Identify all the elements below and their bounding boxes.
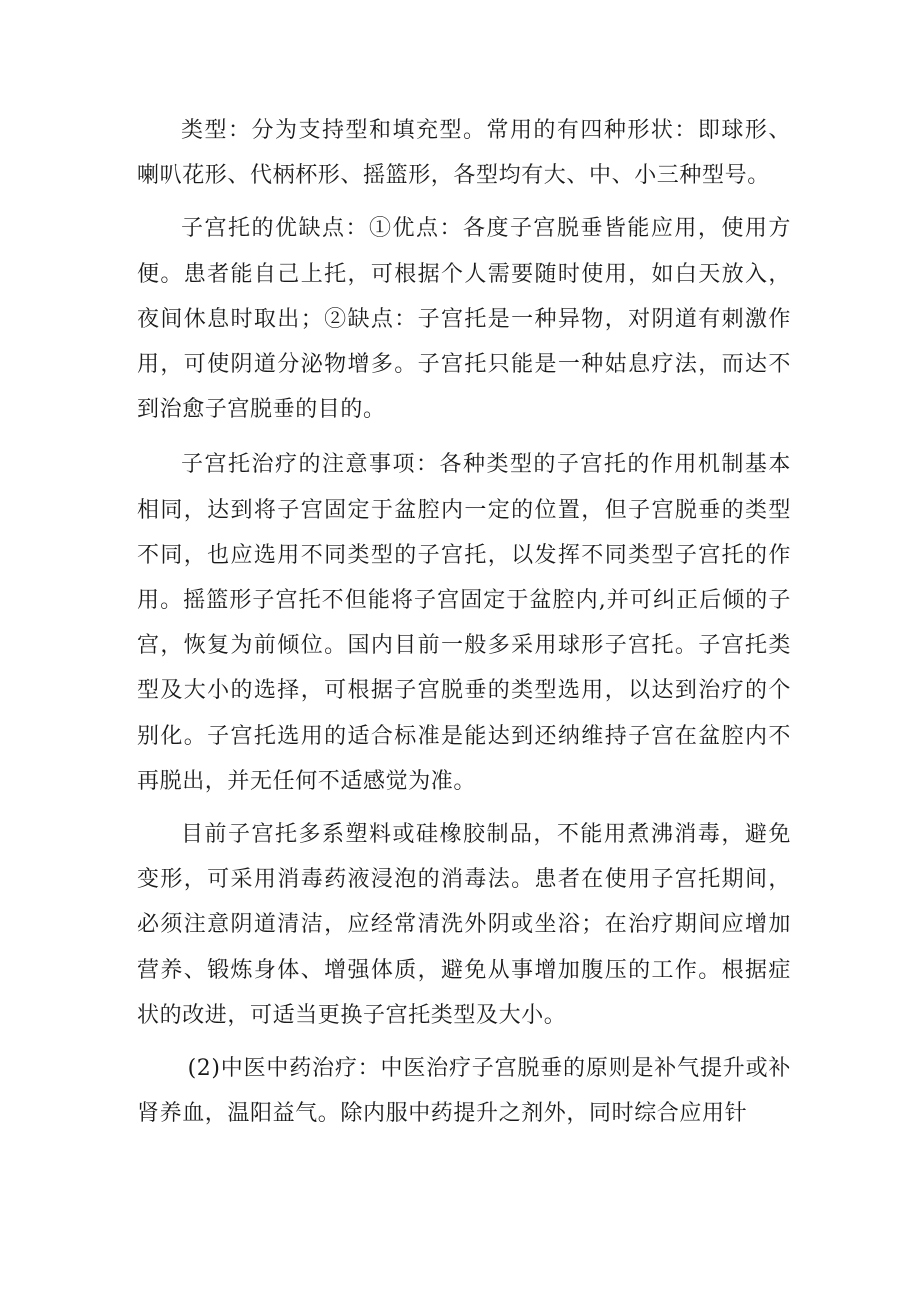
document-body	[137, 108, 791, 1136]
paragraph-pessary-types: 类型：分为支持型和填充型。常用的有四种形状：即球形、喇叭花形、代柄杯形、摇篮形，各型均有大、中、小三种型号。	[137, 118, 791, 189]
paragraph-pessary-precautions: 子宫托治疗的注意事项：各种类型的子宫托的作用机制基本相同，达到将子宫固定于盆腔内一定的位置，但子宫脱垂的类型不同，也应选用不同类型的子宫托，以发挥不同类型子宫托的作用。摇篮形子宫托不但能将子宫固定于盆腔内,并可纠正后倾的子宫，恢复为前倾位。国内目前一般多采用球形子宫托。子宫托类型及大小的选择，可根据子宫脱垂的类型选用，以达到治疗的个别化。子宫托选用的适合标准是能达到还纳维持子宫在盆腔内不再脱出，并无任何不适感觉为准。	[137, 452, 791, 794]
paragraph-pessary-pros-cons: 子宫托的优缺点：①优点：各度子宫脱垂皆能应用，使用方便。患者能自己上托，可根据个人需要随时使用，如白天放入，夜间休息时取出；②缺点：子宫托是一种异物，对阴道有刺激作用，可使阴道分泌物增多。子宫托只能是一种姑息疗法，而达不到治愈子宫脱垂的目的。	[137, 216, 791, 423]
paragraph-tcm-treatment: (2)中医中药治疗：中医治疗子宫脱垂的原则是补气提升或补肾养血，温阳益气。除内服中药提升之剂外，同时综合应用针	[137, 1056, 791, 1127]
paragraph-pessary-disinfection: 目前子宫托多系塑料或硅橡胶制品，不能用煮沸消毒，避免变形，可采用消毒药液浸泡的消毒法。患者在使用子宫托期间，必须注意阴道清洁，应经常清洗外阴或坐浴；在治疗期间应增加营养、锻炼身体、增强体质，避免从事增加腹压的工作。根据症状的改进，可适当更换子宫托类型及大小。	[137, 822, 791, 1028]
